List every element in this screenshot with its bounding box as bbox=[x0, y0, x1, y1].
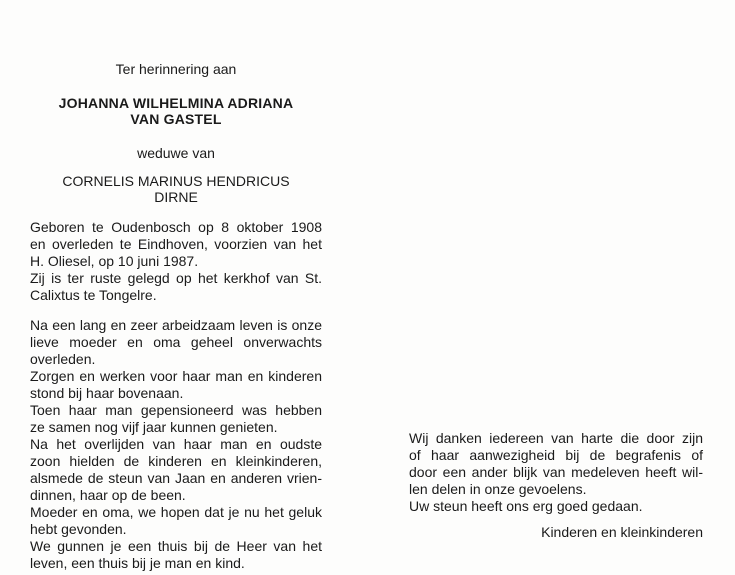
tribute-line: Zorgen en werken voor haar man en kinderen bbox=[30, 368, 322, 384]
biography-line: Calixtus te Tongelre. bbox=[30, 287, 157, 303]
tribute-line: leven, een thuis bij je man en kind. bbox=[30, 555, 245, 571]
tribute-line: ze samen nog vijf jaar kunnen genieten. bbox=[30, 419, 278, 435]
thanks-line: Wij danken iedereen van harte die door zijn bbox=[409, 430, 703, 446]
tribute-line: overleden. bbox=[30, 351, 96, 367]
tribute-line: lieve moeder en oma geheel onverwachts bbox=[30, 334, 322, 350]
relation-text: weduwe van bbox=[137, 145, 215, 161]
deceased-name-line-2: VAN GASTEL bbox=[130, 111, 222, 127]
biography-line: Geboren te Oudenbosch op 8 oktober 1908 bbox=[30, 219, 322, 235]
tribute-line: Moeder en oma, we hopen dat je nu het geluk bbox=[30, 504, 322, 520]
biography-line: H. Oliesel, op 10 juni 1987. bbox=[30, 253, 199, 269]
biography-line: Zij is ter ruste gelegd op het kerkhof van St. bbox=[30, 270, 322, 286]
tribute-line: Toen haar man gepensioneerd was hebben bbox=[30, 402, 322, 418]
thanks-line: of haar aanwezigheid bij de begrafenis of bbox=[409, 447, 703, 463]
tribute-line: Na het overlijden van haar man en oudste bbox=[30, 436, 322, 452]
tribute-line: zoon hielden de kinderen en kleinkinderen, bbox=[30, 453, 322, 469]
thanks-line: door een ander blijk van medeleven heeft wil- bbox=[409, 464, 703, 480]
biography-line: en overleden te Eindhoven, voorzien van het bbox=[30, 236, 322, 252]
spouse-name-line-2: DIRNE bbox=[154, 189, 198, 205]
tribute-line: Na een lang en zeer arbeidzaam leven is onze bbox=[30, 317, 322, 333]
biography-paragraph bbox=[30, 219, 322, 304]
memorial-card-left-panel bbox=[30, 0, 322, 575]
thanks-line: len delen in onze gevoelens. bbox=[409, 481, 587, 497]
thanks-line: Uw steun heeft ons erg goed gedaan. bbox=[409, 498, 643, 514]
deceased-name-line-1: JOHANNA WILHELMINA ADRIANA bbox=[58, 95, 294, 111]
spouse-name-line-1: CORNELIS MARINUS HENDRICUS bbox=[62, 173, 290, 189]
signature-text: Kinderen en kleinkinderen bbox=[541, 524, 703, 540]
tribute-paragraph bbox=[30, 317, 322, 572]
tribute-line: hebt gevonden. bbox=[30, 521, 127, 537]
tribute-line: stond bij haar bovenaan. bbox=[30, 385, 184, 401]
tribute-line: We gunnen je een thuis bij de Heer van het bbox=[30, 538, 322, 554]
tribute-line: dinnen, haar op de been. bbox=[30, 487, 186, 503]
memorial-card-right-panel bbox=[409, 0, 703, 575]
tribute-line: alsmede de steun van Jaan en anderen vrien- bbox=[30, 470, 322, 486]
intro-text: Ter herinnering aan bbox=[115, 61, 237, 77]
thanks-paragraph bbox=[409, 430, 703, 515]
